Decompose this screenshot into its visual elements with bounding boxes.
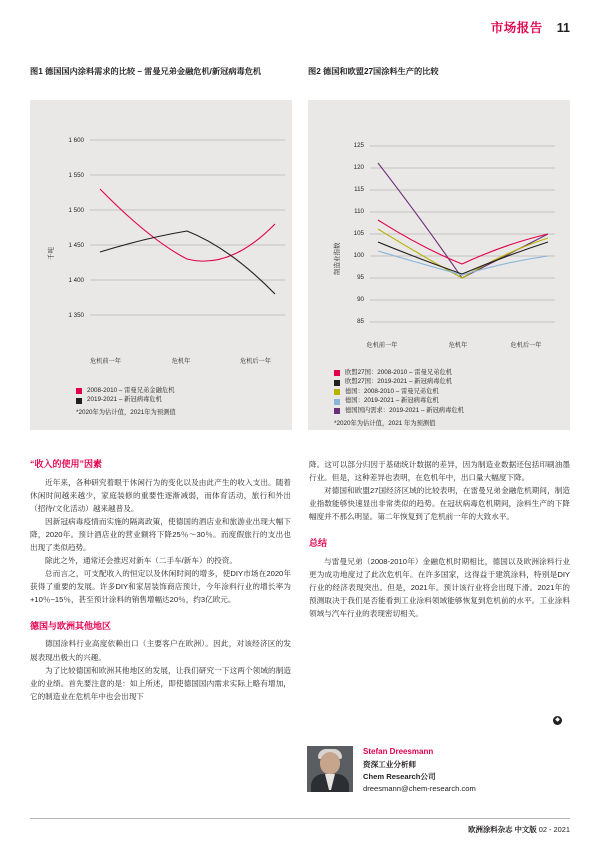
legend-swatch-icon [334, 389, 340, 395]
legend-item [334, 398, 562, 405]
column-left [30, 458, 291, 703]
figure-1-ytick: 1 450 [68, 242, 84, 249]
legend-label: 2008-2010 – 雷曼兄弟金融危机 [87, 387, 175, 394]
figure-2-ytick: 95 [357, 274, 364, 281]
page-footer [468, 824, 570, 835]
figure-1-ytick: 1 550 [68, 172, 84, 179]
figure-1-ytick: 1 500 [68, 207, 84, 214]
figure-1-y-axis-label: 千吨 [48, 247, 55, 260]
paragraph: 总而言之，可支配收入的恒定以及休闲时间的增多，使DIY市场在2020年获得了重要的发展。许多DIY和家居装饰商店预计，今年涂料行业的增长率为+10％~15％，甚至预计涂料的销售增幅达20％，约3亿欧元。 [30, 568, 291, 604]
paragraph: 德国涂料行业高度依赖出口（主要客户在欧洲）。因此，对该经济区的发展表现出极大的兴趣。 [30, 639, 291, 662]
paragraph: 对德国和欧盟27国经济区域的比较表明，在雷曼兄弟金融危机期间，制造业指数能够快速显出非常类似的趋势。在冠状病毒危机期间，涂料生产的下降幅度并不那么明显。第二年恢复到了危机前一年的大致水平。 [309, 486, 570, 522]
paragraph: 降。这可以部分归因于基础统计数据的差异，因为制造业数据还包括印刷油墨行业。但是，这种差异也表明，在危机年中，出口量大幅度下降。 [309, 460, 570, 483]
figure-1-xtick: 危机后一年 [240, 358, 271, 365]
figure-2-xtick: 危机年 [448, 342, 468, 349]
figure-1-body [30, 100, 292, 430]
figure-2-ytick: 105 [353, 230, 364, 237]
figure-1-chart [36, 110, 284, 410]
header-section-title: 市场报告 [490, 21, 543, 35]
author-photo [307, 746, 353, 792]
legend-item [334, 370, 562, 377]
figure-2-chart [314, 110, 562, 360]
section-heading-germany-europe: 德国与欧洲其他地区 [30, 620, 112, 631]
footer-divider [30, 818, 570, 819]
author-name: Stefan Dreesmann [363, 747, 434, 756]
figure-2-xtick: 危机前一年 [366, 342, 398, 349]
figure-2-y-axis-label: 制造业指数 [334, 242, 341, 275]
figures-row [30, 66, 570, 430]
legend-label: 德国国内需求：2019-2021 – 新冠病毒危机 [345, 406, 464, 414]
avatar-face [320, 752, 340, 774]
legend-swatch-icon [334, 380, 340, 386]
end-of-article-icon: ◆ [553, 716, 562, 725]
section-heading-income-use: “收入的使用”因素 [30, 459, 103, 469]
paragraph: 除此之外，通常还会推迟对新车（二手车/新车）的投资。 [45, 555, 237, 565]
section-heading-summary: 总结 [309, 538, 328, 549]
legend-item [334, 389, 562, 396]
legend-item [334, 408, 562, 415]
legend-label: 2019-2021 – 新冠病毒危机 [87, 396, 162, 404]
figure-1-plot [90, 130, 285, 350]
figure-1-ytick: 1 400 [68, 277, 84, 284]
figure-1-ytick: 1 600 [68, 137, 84, 144]
figure-1-ytick: 1 350 [68, 312, 84, 319]
page-header [491, 18, 570, 36]
figure-1-xtick: 危机年 [171, 358, 191, 365]
legend-item [334, 379, 562, 386]
legend-label: 德国：2019-2021 – 新冠病毒危机 [345, 397, 439, 405]
figure-2-note: *2020年为估计值，2021 年为预测值 [334, 419, 436, 427]
figure-2-ytick: 120 [353, 164, 364, 171]
paragraph: 与雷曼兄弟（2008-2010年）金融危机时期相比，德国以及欧洲涂料行业更为成功地度过了此次危机年。在许多国家，这得益于建筑涂料，特别是DIY行业的经济表现突出。但是，2021年。预计该行业将会出现下滑。2021年的预测取决于我们是否能看到工业涂料领域能够恢复到危机前的水平。工业涂料领域与汽车行业的表现密切相关。 [309, 556, 570, 618]
author-details [363, 746, 476, 795]
author-role: 资深工业分析师 [363, 759, 417, 769]
author-block [307, 746, 570, 795]
figure-1-note: *2020年为估计值，2021年为预测值 [76, 409, 176, 417]
footer-publication: 欧洲涂料杂志 中文版 [468, 825, 537, 834]
figure-2-ytick: 100 [353, 252, 364, 259]
figure-1-xtick: 危机前一年 [90, 358, 121, 365]
figure-2-legend [314, 370, 562, 427]
figure-1-caption: 图1 德国国内涂料需求的比较 – 雷曼兄弟金融危机/新冠病毒危机 [30, 67, 262, 76]
footer-issue: 02 - 2021 [538, 825, 570, 834]
figure-2-xtick: 危机后一年 [510, 342, 542, 349]
paragraph: 为了比较德国和欧洲其他地区的发展，让我们研究一下这两个领域的制造业的业绩。首先要注意的是：如上所述，即使德国国内需求实际上略有增加，它的制造业在危机年中也会出现下 [30, 665, 291, 701]
figure-2-ytick: 110 [354, 208, 364, 215]
legend-label: 欧盟27国：2008-2010 – 雷曼兄弟危机 [345, 369, 453, 376]
page-number: 11 [556, 21, 570, 35]
legend-label: 欧盟27国：2019-2021 – 新冠病毒危机 [345, 378, 453, 386]
column-right [309, 458, 570, 703]
paragraph: 因新冠病毒疫情而实施的隔离政策，使德国的酒店业和旅游业出现大幅下降，2020年。预计酒店业的营业额将下降25％～30％。而度假旅行的支出也出现了类似趋势。 [30, 516, 291, 552]
figure-1 [30, 66, 292, 430]
legend-label: 德国：2008-2010 – 雷曼兄弟危机 [345, 387, 439, 395]
legend-swatch-icon [334, 408, 340, 414]
figure-2-caption: 图2 德国和欧盟27国涂料生产的比较 [308, 67, 439, 76]
figure-2-ytick: 85 [357, 318, 364, 325]
figure-2 [308, 66, 570, 430]
author-company: Chem Research公司 [363, 771, 436, 781]
legend-swatch-icon [334, 399, 340, 405]
paragraph: 近年来，各种研究着眼于休闲行为的变化以及由此产生的收入支出。随着休闲时间越来越少，家庭装修的重要性逐渐减弱，而体育活动，旅行和外出（招待/文化活动）越来越普及。 [30, 477, 291, 513]
author-email[interactable]: dreesmann@chem-research.com [363, 784, 476, 794]
article-body [30, 458, 570, 703]
figure-2-ytick: 125 [353, 142, 364, 149]
figure-2-plot [370, 144, 555, 334]
figure-2-ytick: 90 [357, 296, 364, 303]
figure-2-body [308, 100, 570, 430]
legend-swatch-icon [334, 370, 340, 376]
figure-2-ytick: 115 [354, 186, 364, 193]
